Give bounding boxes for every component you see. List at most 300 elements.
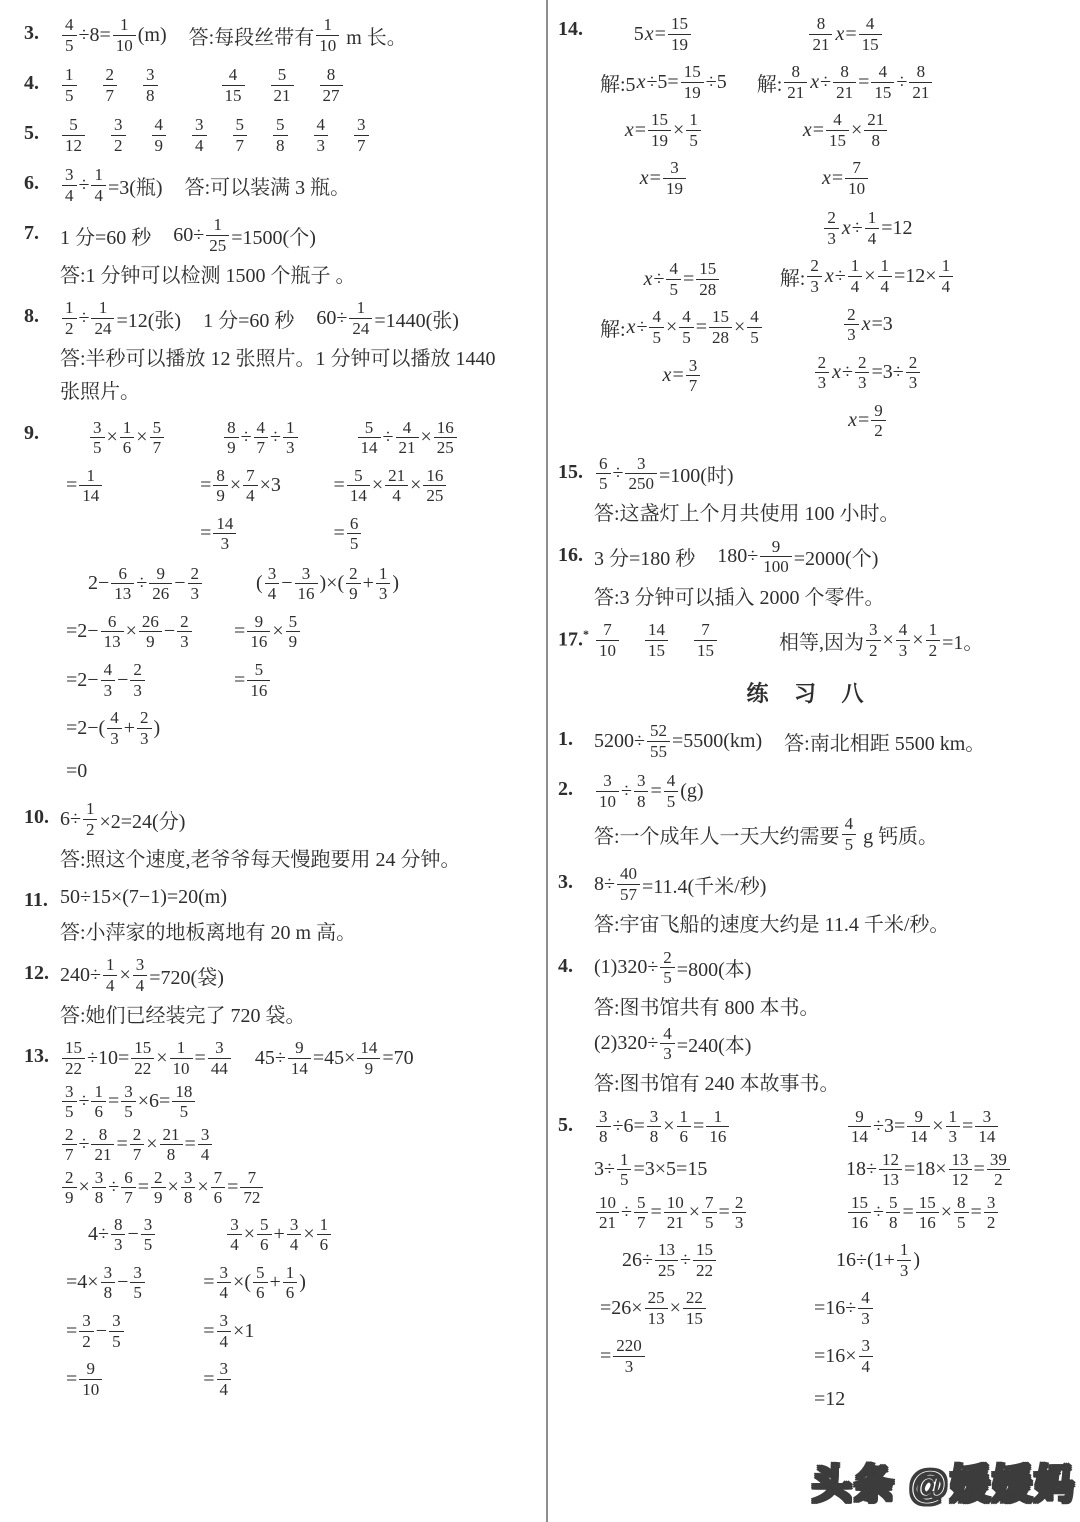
numerator: 2 (65, 1124, 74, 1144)
denominator: 5 (660, 967, 675, 988)
numerator: 4 (844, 814, 854, 834)
math-expression: x ÷ $\frac{4}{5}$ = $\frac{15}{28}$ (643, 259, 722, 299)
math-line (66, 756, 204, 786)
denominator: 21 (396, 437, 419, 458)
fraction (222, 65, 245, 105)
math-expression: = $\frac{6}{5}$ (334, 514, 364, 554)
fraction (732, 1193, 747, 1233)
problem-item (558, 617, 1062, 663)
math-expression (318, 65, 345, 105)
fraction (946, 1107, 961, 1147)
denominator: 14 (347, 485, 370, 506)
numerator: 4 (110, 708, 119, 728)
problem-number: 3. (24, 22, 39, 44)
numerator: 4 (750, 307, 759, 327)
denominator: 14 (907, 1126, 930, 1147)
fraction (664, 1193, 687, 1233)
problem-item (24, 12, 540, 58)
denominator: 3 (807, 276, 822, 297)
fraction (247, 660, 270, 700)
fraction (358, 418, 381, 458)
numerator: 18 (175, 1081, 193, 1101)
problem-item (24, 796, 540, 875)
math-line (780, 208, 955, 248)
denominator: 4 (859, 1356, 874, 1377)
math-expression: = $\frac{9}{16}$ × $\frac{5}{9}$ (234, 612, 302, 652)
math-expression (60, 115, 87, 155)
numerator: 2 (908, 352, 918, 372)
denominator: 16 (916, 1212, 939, 1233)
denominator: 5 (121, 1101, 136, 1122)
math-expression: 60÷ $\frac{1}{25}$ =1500(个) (173, 215, 316, 255)
math-expression: 50÷15×(7−1)=20(m) (60, 885, 228, 908)
denominator: 10 (79, 1379, 102, 1400)
numerator: 4 (65, 15, 74, 34)
fraction (909, 62, 932, 102)
fraction (217, 1311, 232, 1351)
numerator: 22 (685, 1288, 703, 1308)
numerator: 3 (82, 1310, 91, 1330)
problem-number: 13. (24, 1045, 49, 1068)
numerator: 2 (140, 708, 149, 728)
numerator: 3 (219, 1359, 229, 1379)
numerator: 3 (636, 453, 646, 473)
numerator: 3 (103, 1262, 113, 1282)
numerator: 1 (941, 256, 951, 276)
denominator: 9 (62, 1187, 77, 1208)
math-expression: 答:南北相距 5500 km。 (784, 732, 986, 755)
fraction (213, 466, 228, 506)
fraction (842, 814, 857, 854)
denominator: 10 (113, 35, 136, 56)
denominator: 8 (92, 1187, 107, 1208)
numerator: 15 (134, 1038, 152, 1058)
fraction (346, 564, 361, 604)
fraction (273, 115, 288, 155)
denominator: 3 (946, 1126, 961, 1147)
denominator: 8 (101, 1282, 116, 1303)
math-expression: (2)320÷ $\frac{4}{3}$ =240(本) (594, 1023, 752, 1064)
math-line (60, 1125, 540, 1165)
denominator: 2 (866, 640, 881, 661)
fraction (181, 1168, 196, 1208)
denominator: 15 (826, 130, 849, 151)
denominator: 22 (131, 1058, 154, 1079)
denominator: 15 (694, 640, 717, 661)
denominator: 22 (62, 1058, 85, 1079)
math-expression: 2− $\frac{6}{13}$ ÷ $\frac{9}{26}$ − $\frac{2}{3}$ (88, 564, 204, 604)
problem-body (594, 451, 1062, 530)
fraction (354, 115, 369, 155)
numerator: 5 (276, 115, 285, 135)
problem-body (60, 1035, 540, 1405)
math-expression: $\frac{3}{5}$ ÷ $\frac{1}{6}$ = $\frac{3}{5}$ ×6= $\frac{18}{5}$ (60, 1082, 197, 1122)
numerator: 5 (888, 1192, 898, 1212)
fraction (349, 298, 372, 338)
denominator: 5 (649, 327, 664, 348)
problem-body (594, 617, 1062, 663)
denominator: 5 (90, 437, 105, 458)
fraction (916, 1193, 939, 1233)
fraction (103, 65, 118, 105)
denominator: 7 (686, 375, 701, 396)
math-line (60, 799, 540, 839)
fraction (62, 115, 85, 155)
column-divider (546, 0, 548, 1522)
numerator: 9 (855, 1106, 864, 1126)
numerator: 4 (256, 417, 266, 437)
variable-x: x (643, 267, 653, 290)
fraction (62, 65, 77, 105)
problem-number: 12. (24, 962, 49, 985)
denominator: 16 (247, 680, 270, 701)
fraction (826, 110, 849, 150)
problem-item (24, 1035, 540, 1405)
numerator: 1 (679, 1106, 689, 1126)
fraction (101, 660, 116, 700)
math-expression (60, 65, 79, 105)
numerator: 15 (65, 1038, 82, 1058)
denominator: 72 (240, 1187, 263, 1208)
math-expression: $\frac{15}{22}$ ÷10= $\frac{15}{22}$ × $\frac{1}{10}$ = $\frac{3}{44}$ (60, 1038, 233, 1078)
fraction (111, 564, 134, 604)
math-expression: 答:她们已经装完了 720 袋。 (60, 1004, 306, 1027)
fraction (634, 1193, 649, 1233)
denominator: 5 (954, 1212, 969, 1233)
fraction (683, 1288, 706, 1328)
problem-item (24, 295, 540, 407)
denominator: 14 (975, 1126, 998, 1147)
numerator: 3 (636, 771, 646, 791)
denominator: 13 (879, 1169, 902, 1190)
denominator: 10 (596, 791, 619, 812)
math-expression: 答:图书馆有 240 本故事书。 (594, 1073, 840, 1096)
numerator: 1 (689, 110, 698, 130)
math-expression: =16÷ $\frac{4}{3}$ (814, 1288, 875, 1328)
fraction (90, 418, 105, 458)
denominator: 5 (596, 473, 611, 494)
math-line (757, 62, 935, 102)
math-expression: 答:图书馆共有 800 本书。 (594, 997, 820, 1020)
math-expression: x = $\frac{9}{2}$ (847, 401, 888, 441)
problem-item (558, 945, 1062, 1100)
problem-item (558, 1104, 1062, 1421)
fraction (79, 1359, 102, 1399)
denominator: 2 (111, 135, 126, 156)
fraction (434, 418, 457, 458)
math-line (203, 1263, 333, 1303)
math-expression: 240÷ $\frac{1}{4}$ × $\frac{3}{4}$ =720(袋) (60, 955, 224, 995)
numerator: 3 (93, 417, 102, 437)
fraction (120, 418, 135, 458)
numerator: 16 (426, 465, 444, 485)
numerator: 1 (65, 298, 74, 318)
numerator: 1 (713, 1106, 723, 1126)
denominator: 4 (848, 276, 863, 297)
math-line (66, 466, 166, 506)
numerator: 1 (94, 1081, 103, 1101)
worked-row (600, 204, 1062, 444)
math-expression: x = $\frac{4}{15}$ × $\frac{21}{8}$ (802, 110, 889, 150)
fraction (845, 158, 868, 198)
math-expression: $\frac{10}{21}$ ÷ $\frac{5}{7}$ = $\frac{10}{21}$ × $\frac{7}{5}$ = $\frac{2}{3}$ (594, 1193, 846, 1233)
numerator: 8 (227, 417, 236, 437)
math-line (600, 356, 764, 396)
denominator: 5 (141, 1234, 156, 1255)
denominator: 9 (152, 135, 167, 156)
fraction (314, 115, 329, 155)
math-expression: 5 x = $\frac{15}{19}$ (634, 14, 693, 54)
math-expression: $\frac{4}{5}$ ÷8= $\frac{1}{10}$ (m) (60, 15, 167, 55)
fraction (660, 948, 675, 988)
math-expression: 6÷ $\frac{1}{2}$ ×2=24(分) (60, 799, 186, 839)
denominator: 57 (617, 884, 640, 905)
numerator: 9 (156, 563, 166, 583)
numerator: 3 (267, 563, 277, 583)
denominator: 28 (709, 327, 732, 348)
math-expression: $\frac{3}{10}$ ÷ $\frac{3}{8}$ = $\frac{4}{5}$ (g) (594, 771, 704, 811)
math-expression: $\frac{9}{14}$ ÷3= $\frac{9}{14}$ × $\frac{1}{3}$ = $\frac{3}{14}$ (846, 1107, 1000, 1147)
denominator: 8 (596, 1126, 611, 1147)
variable-x: x (810, 70, 820, 93)
fraction (617, 864, 640, 904)
math-expression: 相等,因为 $\frac{3}{2}$ × $\frac{4}{3}$ × $\frac{1}{2}$ =1。 (779, 620, 984, 660)
denominator: 25 (423, 485, 446, 506)
worked-column (814, 1236, 920, 1418)
numerator: 8 (957, 1192, 966, 1212)
fraction (679, 307, 694, 347)
denominator: 9 (213, 485, 228, 506)
denominator: 21 (91, 1144, 114, 1165)
denominator: 4 (217, 1331, 232, 1352)
numerator: 4 (682, 307, 691, 327)
denominator: 4 (287, 1234, 302, 1255)
fraction (645, 620, 668, 660)
math-line (836, 1240, 920, 1280)
denominator: 3 (855, 372, 870, 393)
denominator: 3 (283, 437, 298, 458)
denominator: 2 (926, 640, 941, 661)
numerator: 1 (122, 417, 132, 437)
numerator: 15 (712, 307, 729, 327)
denominator: 4 (198, 1144, 213, 1165)
fraction (206, 215, 229, 255)
denominator: 5 (172, 1101, 195, 1122)
numerator: 1 (928, 620, 938, 640)
worked-column (757, 10, 935, 202)
denominator: 16 (706, 1126, 729, 1147)
numerator: 4 (898, 620, 908, 640)
numerator: 3 (861, 1336, 871, 1356)
fraction (907, 1107, 930, 1147)
math-line (60, 298, 540, 338)
denominator: 13 (645, 1308, 668, 1329)
math-expression: 解: x ÷ $\frac{4}{5}$ × $\frac{4}{5}$ = $\frac{15}{28}$ × $\frac{4}{5}$ (600, 307, 764, 347)
fraction (224, 418, 239, 458)
math-line (594, 1193, 1062, 1233)
math-expression: (1)320÷ $\frac{2}{5}$ =800(本) (594, 947, 752, 988)
fraction (648, 110, 671, 150)
denominator: 3 (137, 728, 152, 749)
denominator: 7 (121, 1187, 136, 1208)
fraction (170, 1038, 193, 1078)
fraction (596, 771, 619, 811)
denominator: 10 (170, 1058, 193, 1079)
math-expression: 张照片。 (60, 381, 140, 404)
denominator: 9 (346, 583, 361, 604)
fraction (809, 14, 832, 54)
numerator: 8 (216, 465, 225, 485)
denominator: 5 (130, 1282, 145, 1303)
denominator: 3 (613, 1356, 645, 1377)
denominator: 19 (648, 130, 671, 151)
denominator: 3 (314, 135, 329, 156)
problem-body (60, 162, 540, 208)
fraction (62, 1038, 85, 1078)
problem-body (60, 12, 540, 58)
numerator: 220 (616, 1336, 642, 1356)
math-expression: 解: $\frac{2}{3}$ x ÷ $\frac{1}{4}$ × $\frac{1}{4}$ =12× $\frac{1}{4}$ (780, 256, 955, 296)
denominator: 16 (848, 1212, 871, 1233)
numerator: 4 (652, 307, 661, 327)
numerator: 1 (176, 1038, 186, 1058)
problem-number: 10. (24, 806, 49, 829)
numerator: 4 (154, 115, 163, 135)
math-expression: $\frac{5}{14}$ ÷ $\frac{4}{21}$ × $\frac{16}{25}$ (356, 418, 459, 458)
math-line (203, 1311, 333, 1351)
problem-item (558, 8, 1062, 447)
math-expression: $\frac{1}{2}$ ÷ $\frac{1}{24}$ =12(张) (60, 298, 181, 338)
numerator: 6 (599, 453, 608, 473)
denominator: 25 (655, 1260, 678, 1281)
math-line (780, 353, 955, 393)
fraction (177, 612, 192, 652)
math-line (200, 466, 299, 506)
fraction (317, 1215, 332, 1255)
fraction (208, 1038, 231, 1078)
numerator: 5 (354, 465, 363, 485)
fraction (702, 1193, 717, 1233)
numerator: 3 (982, 1106, 992, 1126)
fraction (217, 1359, 232, 1399)
numerator: 4 (861, 1288, 870, 1308)
fraction (596, 1193, 619, 1233)
numerator: 13 (951, 1149, 969, 1169)
fraction (878, 256, 893, 296)
fraction (376, 564, 391, 604)
denominator: 24 (91, 318, 114, 339)
math-expression: $\frac{3}{4}$ × $\frac{5}{6}$ + $\frac{3}{4}$ × $\frac{1}{6}$ (225, 1215, 333, 1255)
math-expression: =4× $\frac{3}{8}$ − $\frac{3}{5}$ (66, 1263, 147, 1303)
denominator: 4 (865, 228, 880, 249)
math-line (594, 1150, 1062, 1190)
math-expression (643, 620, 670, 660)
math-line (60, 1038, 540, 1078)
problem-item (24, 212, 540, 291)
numerator: 21 (867, 110, 885, 130)
denominator: 21 (664, 1212, 687, 1233)
denominator: 15 (683, 1308, 706, 1329)
math-expression (594, 620, 621, 660)
math-line (594, 864, 1062, 904)
math-expression: $\frac{3}{5}$ × $\frac{1}{6}$ × $\frac{5}{7}$ (88, 418, 166, 458)
numerator: 2 (810, 256, 819, 276)
numerator: 21 (388, 465, 406, 485)
numerator: 1 (94, 165, 103, 185)
fraction (926, 620, 941, 660)
problem-item (558, 861, 1062, 940)
worked-column (600, 204, 764, 444)
denominator: 2 (62, 318, 77, 339)
numerator: 1 (356, 298, 366, 318)
math-expression: = $\frac{3}{2}$ − $\frac{3}{5}$ (66, 1311, 126, 1351)
denominator: 8 (634, 791, 649, 812)
problem-body (60, 212, 540, 291)
fraction (954, 1193, 969, 1233)
denominator: 4 (103, 975, 118, 996)
fraction (283, 418, 298, 458)
math-expression: $\frac{8}{9}$ ÷ $\frac{4}{7}$ ÷ $\frac{1}{3}$ (222, 418, 299, 458)
denominator: 4 (939, 276, 954, 297)
math-expression: $\frac{2}{3}$ x ÷ $\frac{2}{3}$ =3÷ $\frac{2}{3}$ (813, 353, 923, 393)
denominator: 21 (271, 85, 294, 106)
denominator: 9 (151, 1187, 166, 1208)
denominator: 7 (103, 85, 118, 106)
math-expression: = $\frac{5}{16}$ (234, 660, 272, 700)
numerator: 7 (852, 158, 861, 178)
math-expression: 答:一个成年人一天大约需要 $\frac{4}{5}$ g 钙质。 (594, 814, 939, 854)
fraction (664, 771, 679, 811)
math-line (222, 418, 299, 458)
numerator: 5 (636, 1192, 646, 1212)
fraction (130, 660, 145, 700)
numerator: 3 (230, 1214, 239, 1234)
denominator: 14 (79, 485, 102, 506)
math-line (600, 259, 764, 299)
fraction (111, 115, 126, 155)
denominator: 7 (233, 135, 248, 156)
problem-body (60, 412, 540, 793)
numerator: 15 (851, 1192, 868, 1212)
problem-body (594, 768, 1062, 857)
fraction (666, 259, 681, 299)
fraction (694, 620, 717, 660)
fraction (871, 62, 894, 102)
denominator: 3 (188, 583, 203, 604)
math-expression (269, 65, 296, 105)
denominator: 5 (62, 85, 77, 106)
math-expression: 1 分=60 秒 (203, 310, 295, 333)
fraction (295, 564, 318, 604)
math-line (594, 1024, 1062, 1064)
denominator: 8 (181, 1187, 196, 1208)
problem-body (60, 796, 540, 875)
numerator: 1 (65, 65, 74, 85)
problem-number: 17.* (558, 627, 589, 651)
math-expression: = $\frac{9}{10}$ (66, 1359, 104, 1399)
fraction (253, 1263, 268, 1303)
problem-item (24, 412, 540, 793)
denominator: 19 (668, 34, 691, 55)
math-line (356, 418, 459, 458)
denominator: 14 (288, 1058, 311, 1079)
fraction (824, 208, 839, 248)
math-line (814, 1336, 920, 1376)
worked-column (203, 1211, 333, 1403)
problem-body (594, 718, 1062, 764)
variable-x: x (824, 265, 834, 288)
fraction (254, 418, 269, 458)
